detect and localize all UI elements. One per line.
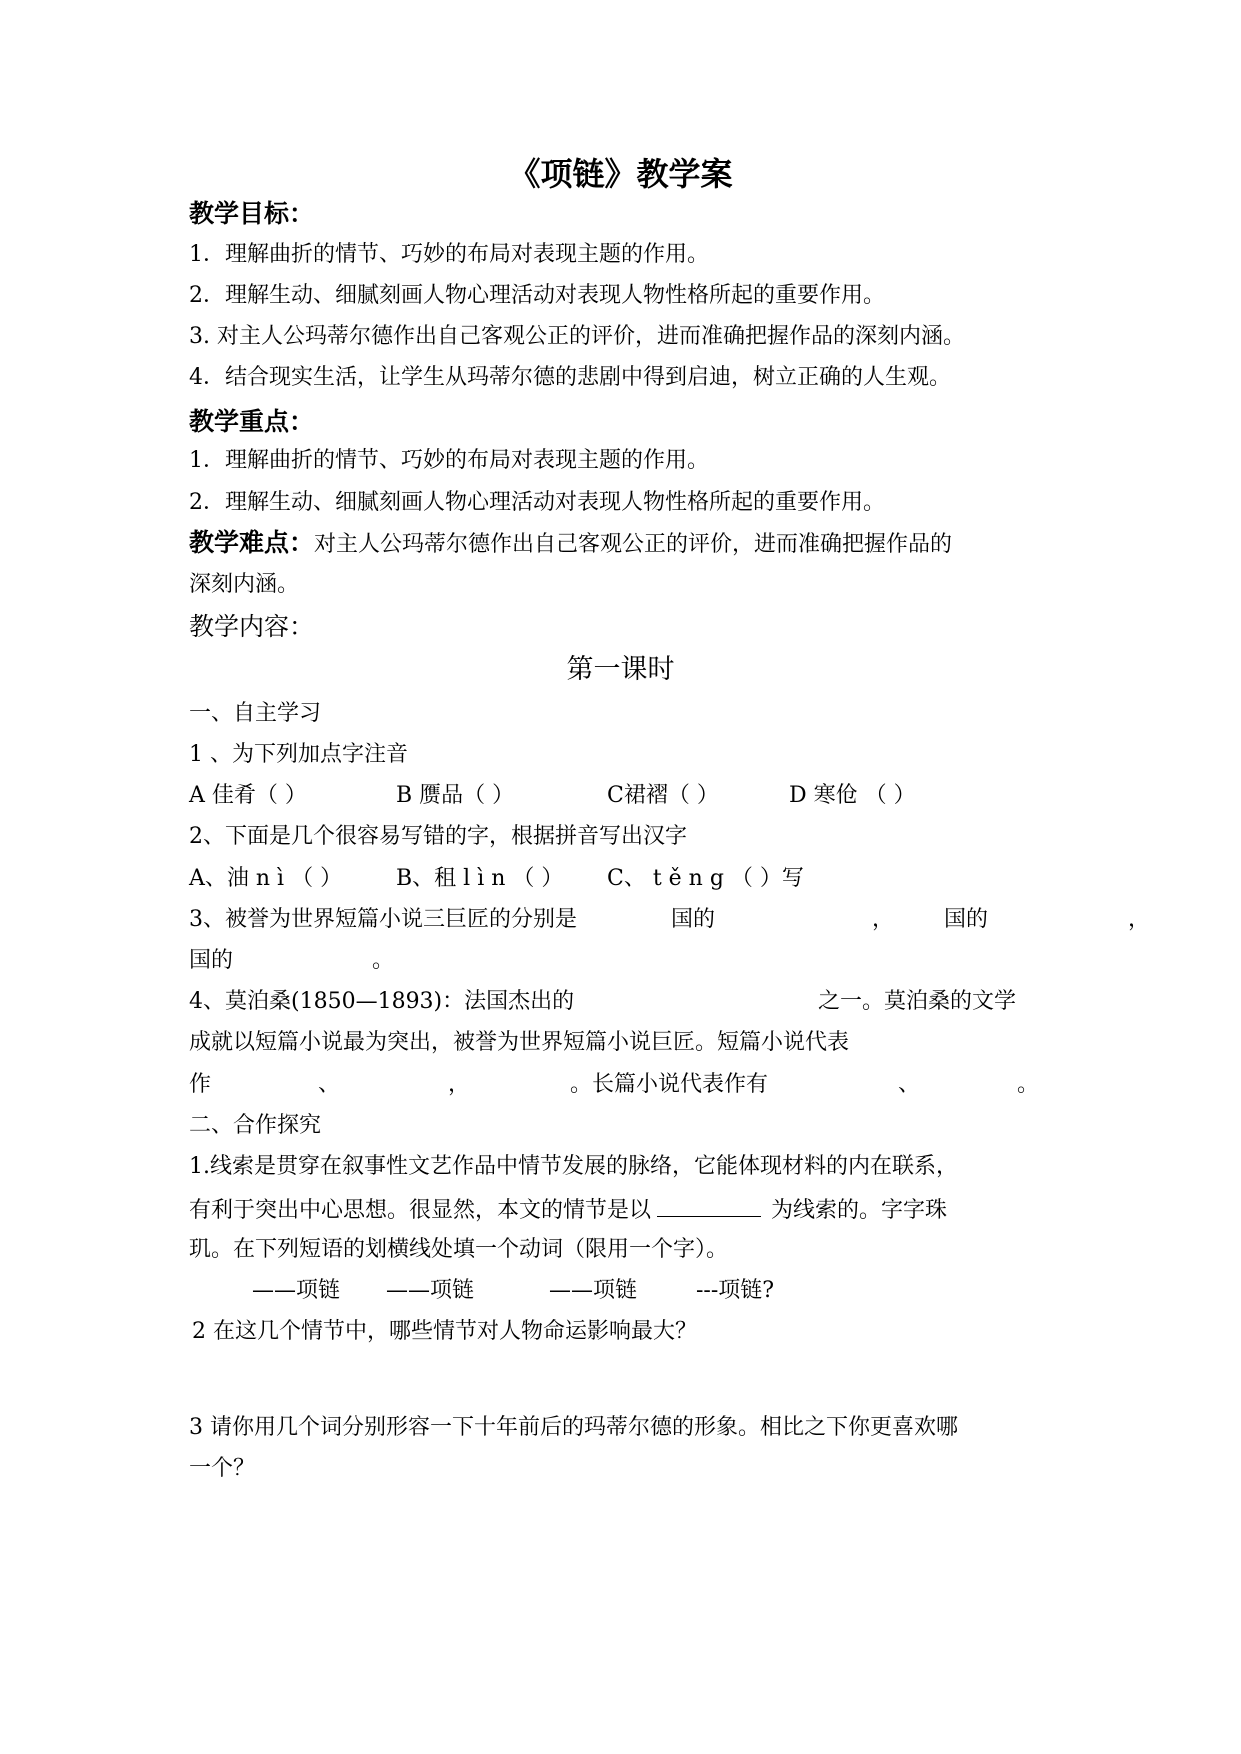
section2-q2: 2 在这几个情节中，哪些情节对人物命运影响最大？ xyxy=(192,1319,697,1344)
section2-q1-line-3: 玑。在下列短语的划横线处填一个动词（限用一个字）。 xyxy=(189,1237,729,1262)
difficulty-text: 对主人公玛蒂尔德作出自己客观公正的评价，进而准确把握作品的 xyxy=(314,532,953,557)
key-point-item-1: 1．理解曲折的情节、巧妙的布局对表现主题的作用。 xyxy=(189,448,709,473)
phrase-3: ——项链 xyxy=(549,1278,638,1303)
q3-country-3: 国的 xyxy=(189,948,234,973)
q4-l3-d: 。长篇小说代表作有 xyxy=(570,1072,769,1097)
objectives-heading: 教学目标： xyxy=(189,199,315,228)
q1-option-a: A 佳肴（ ） xyxy=(189,783,307,808)
q4-text: 4、莫泊桑(1850—1893)：法国杰出的 xyxy=(189,989,575,1014)
objective-item-2: 2．理解生动、细腻刻画人物心理活动对表现人物性格所起的重要作用。 xyxy=(189,283,885,308)
q3-country-1: 国的 xyxy=(671,907,716,932)
difficulty-line-1 xyxy=(189,528,952,560)
difficulty-heading: 教学难点： xyxy=(189,528,315,557)
q4-l3-e: 、 xyxy=(898,1072,921,1097)
difficulty-line-2: 深刻内涵。 xyxy=(189,572,300,597)
phrase-4: ---项链? xyxy=(696,1278,775,1303)
section2-q1-line-2 xyxy=(189,1194,947,1226)
phrase-2: ——项链 xyxy=(386,1278,475,1303)
objective-item-4: 4．结合现实生活，让学生从玛蒂尔德的悲剧中得到启迪，树立正确的人生观。 xyxy=(189,365,951,390)
page-title: 《项链》教学案 xyxy=(508,155,733,193)
q1-option-c: C裙褶（ ） xyxy=(607,783,719,808)
q4-l3-b: 、 xyxy=(318,1072,341,1097)
q1-option-d: D 寒伧 （ ） xyxy=(789,783,916,808)
section2-q1-line-1: 1.线索是贯穿在叙事性文艺作品中情节发展的脉络，它能体现材料的内在联系， xyxy=(189,1154,958,1179)
answer-blank[interactable] xyxy=(657,1194,761,1217)
objective-item-1: 1．理解曲折的情节、巧妙的布局对表现主题的作用。 xyxy=(189,242,709,267)
section2-q3-line-1: 3 请你用几个词分别形容一下十年前后的玛蒂尔德的形象。相比之下你更喜欢哪 xyxy=(189,1415,958,1440)
phrase-1: ——项链 xyxy=(252,1278,341,1303)
section1-q2: 2、下面是几个很容易写错的字，根据拼音写出汉字 xyxy=(189,824,687,849)
q2-option-a: A、油 n ì （ ） xyxy=(189,866,343,891)
q1-line2-text-a: 有利于突出中心思想。很显然，本文的情节是以 xyxy=(189,1198,652,1223)
q3-comma-2: ， xyxy=(1128,907,1151,932)
section2-q3-line-2: 一个？ xyxy=(189,1456,256,1481)
q1-option-b: B 赝品（ ） xyxy=(396,783,515,808)
q4-line-2: 成就以短篇小说最为突出，被誉为世界短篇小说巨匠。短篇小说代表 xyxy=(189,1030,850,1055)
section2-heading: 二、合作探究 xyxy=(189,1113,322,1138)
section1-heading: 一、自主学习 xyxy=(189,701,322,726)
q4-l3-c: ， xyxy=(448,1072,471,1097)
lesson-title: 第一课时 xyxy=(566,654,675,685)
q4-l3-f: 。 xyxy=(1017,1072,1040,1097)
q4-l3-a: 作 xyxy=(189,1072,212,1097)
q2-option-b: B、租 l ì n （ ） xyxy=(396,866,564,891)
q4-text-end: 之一。莫泊桑的文学 xyxy=(818,989,1017,1014)
q2-option-c: C、 t ě n g （ ）写 xyxy=(607,866,804,891)
q3-comma-1: ， xyxy=(872,907,895,932)
key-points-heading: 教学重点： xyxy=(189,407,315,436)
q3-country-2: 国的 xyxy=(944,907,989,932)
section1-q1: 1 、为下列加点字注音 xyxy=(189,742,408,767)
key-point-item-2: 2．理解生动、细腻刻画人物心理活动对表现人物性格所起的重要作用。 xyxy=(189,490,885,515)
content-heading: 教学内容： xyxy=(189,612,315,641)
q3-text: 3、被誉为世界短篇小说三巨匠的分别是 xyxy=(189,907,577,932)
q1-line2-text-b: 为线索的。字字珠 xyxy=(771,1198,948,1223)
q3-period: 。 xyxy=(372,948,395,973)
objective-item-3: 3. 对主人公玛蒂尔德作出自己客观公正的评价，进而准确把握作品的深刻内涵。 xyxy=(189,324,965,349)
